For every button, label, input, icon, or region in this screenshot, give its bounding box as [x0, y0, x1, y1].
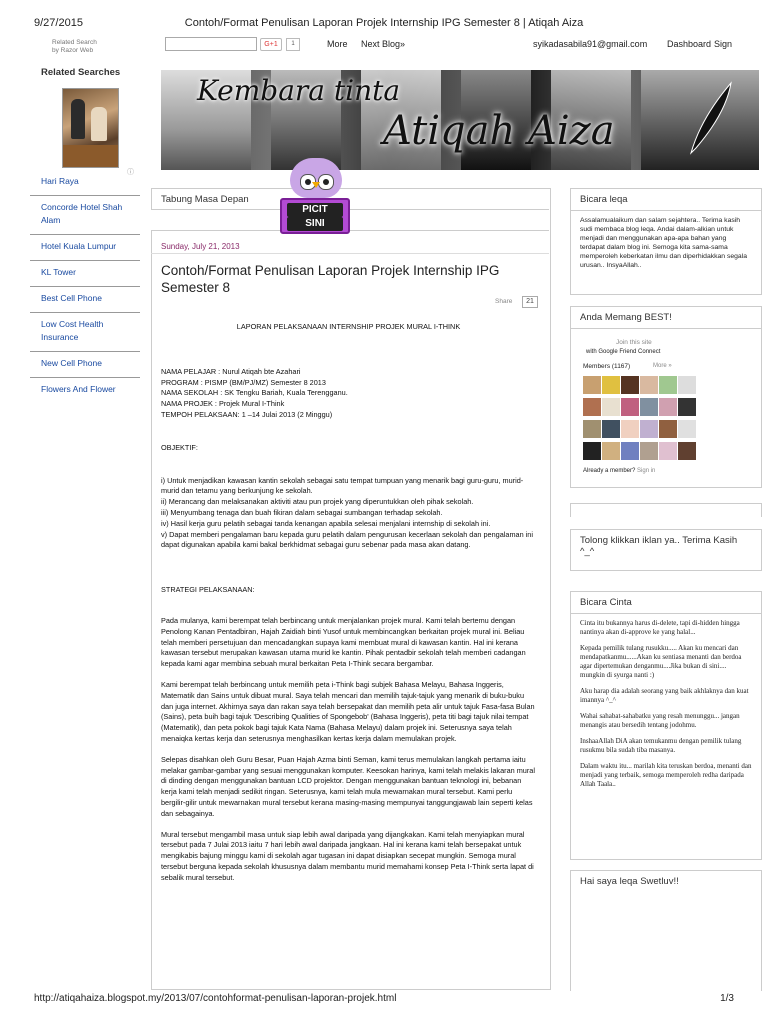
avatar[interactable] — [640, 442, 658, 460]
strategi-paragraph: Kami berempat telah berbincang untuk memilih peta i-Think bagi subjek Bahasa Melayu, Bahasa Inggeris, Matematik dan Sains untuk dibuat mural. Saya telah mencari dan memilih tajuk-tajuk yang menarik di buku-buku dan juga internet. Akhirnya saya dan rakan saya telah bersepakat dan memilih peta alir untuk tajuk Fasa-fasa Bulan (Sains), peta buih bagi tajuk 'Describing Qualities of Spongebob' (Bahasa Inggeris), peta titi bagi tajuk nilai tempat (Matematik), dan peta pokok bagi tajuk Kata Nama (Bahasa Melayu) dalam projek ini. Seterusnya saya telah menaiqka kertas kerja dan seterusnya menghasilkan kertas kerja dalam memulakan projek. — [161, 679, 535, 743]
related-item-health-insurance[interactable]: Low Cost Health Insurance — [30, 313, 140, 352]
strategi-heading: STRATEGI PELAKSANAAN: — [161, 585, 255, 595]
cinta-paragraph: Aku harap dia adalah seorang yang baik akhlaknya dan kuat imannya ^_^ — [580, 687, 749, 704]
bicara-cinta-widget — [570, 591, 762, 860]
cinta-paragraph: Cinta itu bukannya harus di-delete, tapi di-hidden hingga nantinya akan di-approve ke yang halal... — [580, 619, 740, 636]
related-search-line1: Related Search — [52, 39, 97, 46]
klik-iklan-widget — [570, 529, 762, 571]
members-count: Members (1167) — [583, 363, 631, 370]
print-footer — [0, 990, 768, 1010]
strategi-paragraph: Selepas disahkan oleh Guru Besar, Puan Hajah Azma binti Seman, kami terus memulakan langkah pertama iaitu melakar gambar-gambar yang sesuai menggunakan komputer. Keesokan harinya, kami telah melakis lakaran mural di dinding dengan menggunakan bantuan LCD projektor. Dengan menggunakan bantuan teknologi ini, bebanan kerja kami telah menjadi sedikit ringan. Seterusnya, kami telah mula mewarnakan mural tersebut. Kami perlu bergilir-gilir untuk mewarnakan mural tersebut kerana masing-masing mempunyai tanggungjawab lain seperti kelas dan sebagainya. — [161, 754, 535, 818]
objektif-item: i) Untuk menjadikan kawasan kantin sekolah sebagai satu tempat tumpuan yang menarik bagi guru-guru, murid-murid dan tetamu yang berkunjung ke sekolah. — [161, 475, 524, 496]
date-divider — [151, 253, 549, 254]
info-line: TEMPOH PELAKSAAN: 1 –14 Julai 2013 (2 Minggu) — [161, 409, 333, 419]
info-icon[interactable]: ⓘ — [127, 169, 134, 176]
objektif-item: v) Dapat memberi pengalaman baru kepada guru pelatih dalam pengurusan kecerlaan sekolah dan pengalaman ini dapat digunakan apabila kami bakal berkhidmat sebagai guru sebenar pada masa akan datang. — [161, 529, 533, 550]
info-line: NAMA PROJEK : Projek Mural I-Think — [161, 399, 285, 409]
avatar[interactable] — [602, 398, 620, 416]
print-page-number: 1/3 — [720, 993, 734, 1004]
post-date: Sunday, July 21, 2013 — [161, 242, 240, 251]
followers-title: Anda Memang BEST! — [571, 307, 761, 329]
cinta-paragraph: Dalam waktu itu... marilah kita teruskan berdoa, menanti dan menjadi yang terbaik, semoga memperoleh redha daripada Allah Taala.. — [580, 762, 752, 788]
related-item-concorde-hotel[interactable]: Concorde Hotel Shah Alam — [30, 196, 140, 235]
avatar[interactable] — [621, 398, 639, 416]
share-count-button[interactable]: 21 — [522, 296, 538, 308]
already-member-label: Already a member? — [583, 468, 636, 474]
banner-blog-name: Atiqah Aiza — [383, 108, 615, 154]
related-searches-title: Related Searches — [41, 67, 121, 78]
avatar[interactable] — [640, 376, 658, 394]
print-header — [0, 0, 768, 28]
report-heading: LAPORAN PELAKSANAAN INTERNSHIP PROJEK MURAL I-THINK — [236, 322, 461, 331]
avatar[interactable] — [583, 398, 601, 416]
sini-label: SINI — [287, 217, 343, 231]
print-title: Contoh/Format Penulisan Laporan Projek Internship IPG Semester 8 | Atiqah Aiza — [184, 17, 584, 29]
avatar[interactable] — [659, 442, 677, 460]
related-search-line2: by Razor Web — [52, 47, 94, 54]
cinta-paragraph: Kepada pemilik tulang rusukku..... Akan ku mencari dan mendapatkanmu......Akan ku sentiasa menanti dan berdoa agar dipertemukan denganmu....Jika bukan di sini.... mungkin di syurga nanti :) — [580, 644, 742, 679]
info-line: NAMA SEKOLAH : SK Tengku Bariah, Kuala Terengganu. — [161, 388, 348, 398]
strategi-paragraph: Pada mulanya, kami berempat telah berbincang untuk menjalankan projek mural. Kami telah bertemu dengan Penolong Kanan Pentadbiran, Hajah Zaidiah binti Yusof untuk membincangkan berkaitan projek mural ini. Beliau telah memberi persetujuan dan mencadangkan supaya kami membuat mural di kawasan kantin. Hal ini kerana kawasan tersebut merupakan kawasan utama murid ke kantin. Pihak pentadbir sekolah telah memberi cadangan kepada kami agar membina sebuah mural berkaitan Peta I-Think secara bergambar. — [161, 615, 526, 669]
objektif-item: iii) Menyumbang tenaga dan buah fikiran dalam sebagai sumbangan terhadap sekolah. — [161, 507, 443, 517]
objektif-item: iv) Hasil kerja guru pelatih sebagai tanda kenangan apabila selesai menjalani internship di sekolah ini. — [161, 518, 491, 528]
post-body — [161, 322, 536, 883]
bicara-leqa-title: Bicara leqa — [571, 189, 761, 211]
join-site-link[interactable]: Join this site — [616, 339, 652, 346]
related-item-new-cell-phone[interactable]: New Cell Phone — [30, 352, 140, 378]
gplus-button[interactable]: G+1 — [260, 38, 282, 51]
picit-label: PICIT — [287, 203, 343, 217]
blogger-navbar — [30, 33, 768, 55]
bicara-leqa-text: Assalamualaikum dan salam sejahtera.. Terima kasih sudi membaca blog leqa. Andai dalam-alkian untuk menjadi dan menggunakan apa-apa bahan yang terdapat dalam blog ini. Semoga kita sama-sama memperoleh keberkatan ilmu dan diperhidakkan segala urusan.. InsyaAllah.. — [580, 217, 748, 269]
related-item-flowers[interactable]: Flowers And Flower — [41, 384, 116, 394]
cinta-paragraph: Wahai sahabat-sahabatku yang resah menunggu... jangan menangis atau bersedih tentang jodohmu. — [580, 712, 740, 729]
blog-header-banner[interactable] — [161, 70, 759, 170]
avatar[interactable] — [602, 420, 620, 438]
navbar-next-blog-link[interactable]: Next Blog» — [361, 39, 406, 49]
avatar[interactable] — [659, 376, 677, 394]
navbar-search-input[interactable] — [165, 37, 257, 51]
owl-icon — [290, 158, 342, 198]
avatar[interactable] — [621, 376, 639, 394]
info-line: NAMA PELAJAR : Nurul Atiqah bte Azahari — [161, 366, 301, 376]
avatar[interactable] — [621, 442, 639, 460]
banner-kembara-text: Kembara tinta — [197, 74, 401, 107]
picit-sini-owl-widget[interactable] — [280, 152, 350, 242]
feather-pen-icon — [681, 78, 741, 158]
print-url: http://atiqahaiza.blogspot.my/2013/07/contohformat-penulisan-laporan-projek.html — [34, 993, 397, 1004]
strategi-paragraph: Mural tersebut mengambil masa untuk siap lebih awal daripada yang dijangkakan. Kami telah menyiapkan mural tersebut pada 7 Julai 2013 iaitu 7 hari lebih awal daripada jangkaan. Hal ini kerana kami telah bersepakat untuk mengikabis bajung minggu kami di sekolah agar tugasan ini dapat disiapkan secepat mungkin. Semoga mural tersebut berguna kepada sekolah khususnya dalam membantu murid memahami konsep Peta I-Think serta lapat di sebalik mural tersebut. — [161, 829, 534, 882]
objektif-heading: OBJEKTIF: — [161, 442, 198, 452]
avatar[interactable] — [602, 442, 620, 460]
cinta-paragraph: InshaaAllah DiA akan temukanmu dengan pemilik tulang rusukmu bila sudah tiba masanya. — [580, 737, 742, 754]
swetluv-title: Hai saya leqa Swetluv!! — [580, 876, 679, 887]
related-search-list — [30, 170, 140, 403]
share-label: Share — [495, 298, 513, 305]
related-item-hotel-kl[interactable]: Hotel Kuala Lumpur — [30, 235, 140, 261]
swetluv-widget — [570, 870, 762, 991]
avatar[interactable] — [602, 376, 620, 394]
tabung-widget-body — [151, 210, 549, 231]
related-item-hari-raya[interactable]: Hari Raya — [30, 170, 140, 196]
navbar-more-link[interactable]: More — [327, 39, 348, 49]
avatar[interactable] — [659, 420, 677, 438]
divider-box — [570, 503, 762, 517]
members-more-link[interactable]: More » — [653, 363, 672, 369]
avatar[interactable] — [640, 398, 658, 416]
avatar[interactable] — [583, 420, 601, 438]
tabung-title: Tabung Masa Depan — [161, 194, 249, 205]
picit-sini-sign[interactable] — [280, 198, 350, 234]
already-member — [583, 468, 655, 474]
navbar-email: syikadasabila91@gmail.com — [533, 39, 648, 49]
avatar[interactable] — [583, 442, 601, 460]
sign-in-link[interactable]: Sign in — [637, 468, 656, 474]
related-item-best-cell-phone[interactable]: Best Cell Phone — [30, 287, 140, 313]
post-title[interactable]: Contoh/Format Penulisan Laporan Projek Internship IPG Semester 8 — [161, 263, 500, 295]
print-date: 9/27/2015 — [34, 17, 83, 29]
related-item-kl-tower[interactable]: KL Tower — [30, 261, 140, 287]
info-line: PROGRAM : PISMP (BM/PJ/MZ) Semester 8 2013 — [161, 377, 326, 387]
navbar-dashboard-link[interactable]: Dashboard — [667, 39, 712, 49]
avatar[interactable] — [583, 376, 601, 394]
related-search-credit[interactable] — [52, 39, 97, 55]
bicara-leqa-widget — [570, 188, 762, 295]
avatar[interactable] — [640, 420, 658, 438]
related-search-image[interactable] — [62, 88, 119, 168]
bicara-cinta-title: Bicara Cinta — [571, 592, 761, 614]
klik-iklan-title: Tolong klikkan iklan ya.. Terima Kasih ^_^ — [580, 535, 738, 557]
avatar[interactable] — [659, 398, 677, 416]
objektif-item: ii) Merancang dan melaksanakan aktiviti atau pun projek yang diperuntukkan oleh pihak sekolah. — [161, 497, 474, 507]
gplus-count: 1 — [286, 38, 300, 51]
avatar[interactable] — [678, 420, 696, 438]
avatar[interactable] — [678, 376, 696, 394]
avatar[interactable] — [621, 420, 639, 438]
navbar-sign-link[interactable]: Sign — [714, 39, 733, 49]
members-avatars — [583, 376, 713, 464]
gfc-label: with Google Friend Connect — [586, 349, 661, 355]
avatar[interactable] — [678, 442, 696, 460]
avatar[interactable] — [678, 398, 696, 416]
